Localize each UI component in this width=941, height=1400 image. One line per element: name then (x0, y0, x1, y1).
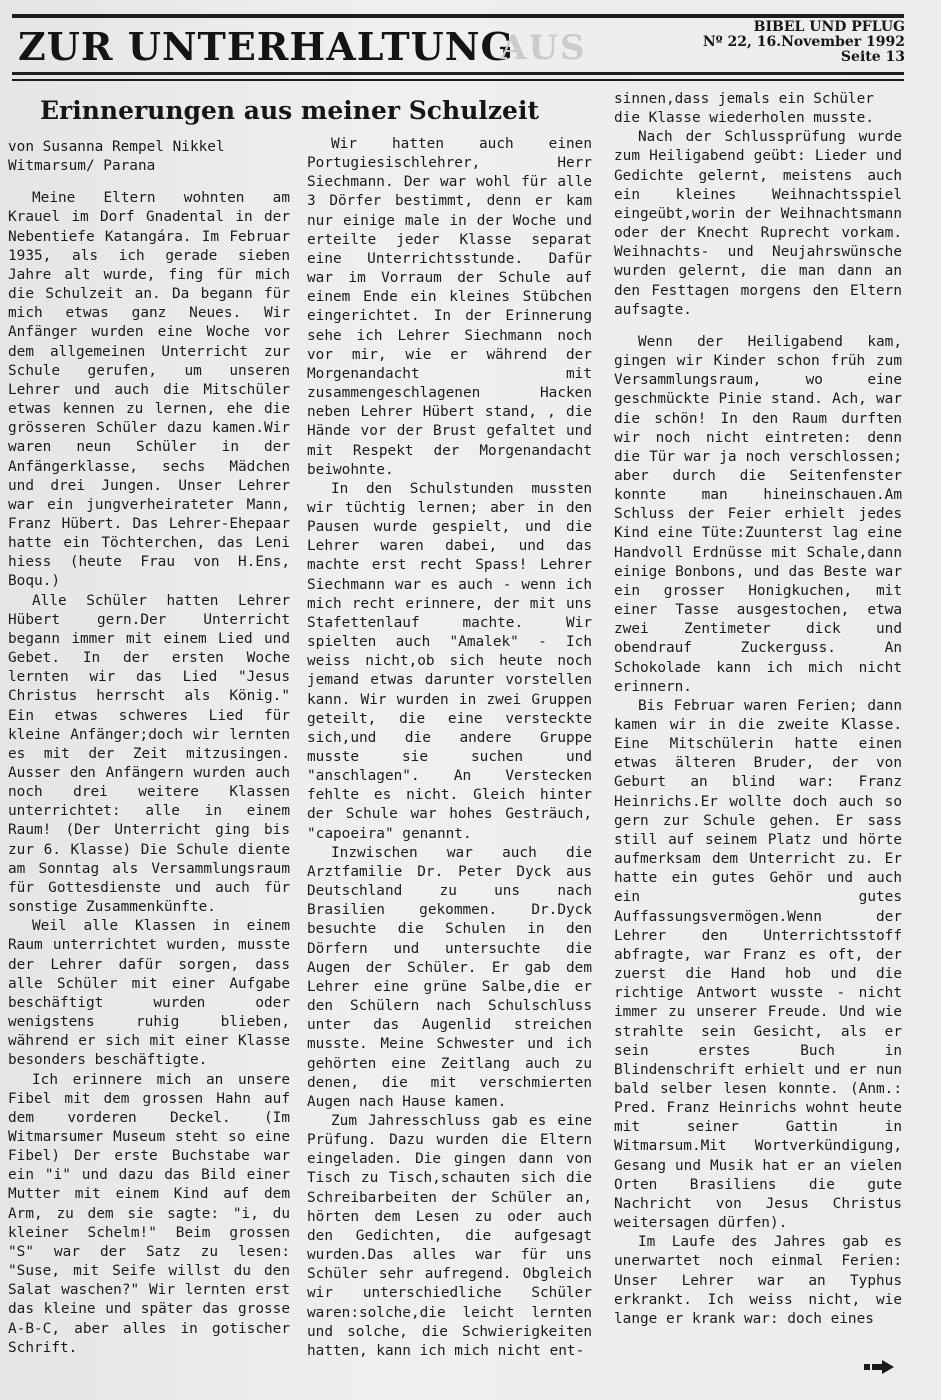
header-rule (12, 72, 904, 75)
page-number: Seite 13 (840, 49, 905, 65)
column-3 (614, 90, 902, 1329)
byline-place: Witmarsum/ Parana (8, 158, 156, 175)
issue-date: Nº 22, 16.November 1992 (702, 34, 905, 50)
paragraph: Ich erinnere mich an unsere Fibel mit dem grossen Hahn auf dem vorderen Deckel. (Im Witmarsumer Museum steht so eine Fibel) Der erste Buchstabe war ein "i" und dazu das Bild einer Mutter mit einem Kind auf dem Arm, zu dem sie sagte: "i, du kleiner Schelm!" Beim grossen "S" war der Satz zu lesen: "Suse, mit Seife willst du den Salat waschen?" Wir lernten erst das kleine und später das grosse A-B-C, aber alles in gotischer Schrift. (8, 1071, 290, 1356)
paragraph: Alle Schüler hatten Lehrer Hübert gern.Der Unterricht begann immer mit einem Lied und Gebet. In der ersten Woche lernten wir das Lied "Jesus Christus herrscht als König." Ein etwas schweres Lied für kleine Anfänger;doch wir lernten es mit der Zeit mitzusingen. Ausser den Anfängern wurden auch noch drei weitere Klassen unterrichtet: alle in einem Raum! (Der Unterricht ging bis zur 6. Klasse) Die Schule diente am Sonntag als Versammlungsraum für Gottesdienste und auch für sonstige Zusammenkünfte. (8, 592, 290, 916)
paragraph: Inzwischen war auch die Arztfamilie Dr. Peter Dyck aus Deutschland zu uns nach Brasilien gekommen. Dr.Dyck besuchte die Schulen in den Dörfern und untersuchte die Augen der Schüler. Er gab dem Lehrer eine grüne Salbe,die er den Schülern nach Schulschluss unter das Augenlid streichen musste. Meine Schwester und ich gehörten eine Zeitlang auch zu denen, die mit verschmierten Augen nach Hause kamen. (307, 844, 592, 1110)
column-2 (307, 135, 592, 1361)
byline: von Susanna Rempel Nikkel (8, 139, 225, 155)
paragraph: Meine Eltern wohnten am Krauel im Dorf Gnadental in der Nebentiefe Katangára. Im Februar 1935, als ich gerade sieben Jahre alt wurde, fing für mich die Schulzeit an. Da begann für mich etwas ganz Neues. Wir Anfänger wurden eine Woche vor dem allgemeinen Unterricht zur Schule gerufen, um unseren Lehrer und auch die Mitschüler etwas kennen zu lernen, ehe die grösseren Schüler dazu kamen.Wir waren neun Schüler in der Anfängerklasse, sechs Mädchen und drei Jungen. Unser Lehrer war ein jungverheirateter Mann, Franz Hübert. Das Lehrer-Ehepaar hatte ein Töchterchen, das Leni hiess (heute Frau von H.Ens, Boqu.) (8, 190, 290, 590)
top-rule (12, 14, 904, 18)
paragraph: Wenn der Heiligabend kam, gingen wir Kinder schon früh zum Versammlungsraum, wo eine geschmückte Pinie stand. Ach, war die schön! In den Raum durften wir noch nicht eintreten: denn die Tür war ja noch verschlossen; aber durch die Seitenfenster konnte man hineinschauen.Am Schluss der Feier erhielt jedes Kind eine Tüte:Zuunterst lag eine Handvoll Erdnüsse mit Schale,dann einige Bonbons, und das Beste war ein grosser Honigkuchen, mit einer Tasse ausgestochen, etwa zwei Zentimeter dick und obendrauf Zuckerguss. An Schokolade kann ich mich nicht erinnern. (614, 333, 902, 695)
section-title: ZUR UNTERHALTUNG (18, 24, 514, 69)
column-1 (8, 138, 290, 1358)
paragraph: Bis Februar waren Ferien; dann kamen wir in die zweite Klasse. Eine Mitschülerin hatte einen etwas älteren Bruder, der von Geburt an blind war: Franz Heinrichs.Er wollte doch auch so gern zur Schule gehen. Er sass still auf seinem Platz und hörte aufmerksam dem Unterricht zu. Er hatte ein gutes Gehör und auch ein gutes Auffassungsvermögen.Wenn der Lehrer den Unterrichtsstoff abfragte, war Franz es oft, der zuerst die Hand hob und die richtige Antwort wusste - nicht immer zu unserer Freude. Und wie strahlte sein Gesicht, als er sein erstes Buch in Blindenschrift erhielt und er nun bald selber lesen konnte. (Anm.: Pred. Franz Heinrichs wohnt heute mit seiner Gattin in Witmarsum.Mit Wortverkündigung, Gesang und Musik hat er an vielen Orten Brasiliens die gute Nachricht von Jesus Christus weitersagen dürfen). (614, 697, 902, 1232)
masthead (703, 20, 905, 65)
bleed-through-text: AUS (500, 28, 587, 68)
article-headline: Erinnerungen aus meiner Schulzeit (40, 96, 540, 125)
header-rule-thin (12, 79, 904, 81)
paragraph: In den Schulstunden mussten wir tüchtig lernen; aber in den Pausen wurde gespielt, und die Lehrer waren dabei, und das machte erst recht Spass! Lehrer Siechmann war es auch - wenn ich mich recht erinnere, der mit uns Stafettenlauf machte. Wir spielten auch "Amalek" - Ich weiss nicht,ob sich heute noch jemand etwas darunter vorstellen kann. Wir wurden in zwei Gruppen geteilt, die eine versteckte sich,und die andere Gruppe musste sie suchen und "anschlagen". An Verstecken fehlte es nicht. Gleich hinter der Schule war hohes Gesträuch, "capoeira" genannt. (307, 480, 592, 842)
paragraph: Zum Jahresschluss gab es eine Prüfung. Dazu wurden die Eltern eingeladen. Die gingen dann von Tisch zu Tisch,schauten sich die Schreibarbeiten der Schüler an, hörten dem Lesen zu oder auch den Gedichten, die aufgesagt wurden.Das alles war für uns Schüler sehr aufregend. Obgleich wir unterschiedliche Schüler waren:solche,die leicht lernten und solche, die Schwierigkeiten hatten, kann ich mich nicht ent- (307, 1112, 592, 1359)
paragraph: Nach der Schlussprüfung wurde zum Heiligabend geübt: Lieder und Gedichte gelernt, meistens auch ein kleines Weihnachtsspiel eingeübt,worin der Weihnachtsmann oder der Knecht Ruprecht vorkam. Weihnachts- und Neujahrswünsche wurden gelernt, die man dann an den Festtagen morgens den Eltern aufsagte. (614, 129, 902, 318)
paragraph: sinnen,dass jemals ein Schüler die Klasse wiederholen musste. (614, 91, 874, 127)
paragraph: Wir hatten auch einen Portugiesischlehrer, Herr Siechmann. Der war wohl für alle 3 Dörfer bestimmt, denn er kam nur einige male in der Woche und erteilte jeder Klasse separat eine Unterrichtsstunde. Dafür war im Vorraum der Schule auf einem Ende ein kleines Stübchen eingerichtet. In der Erinnerung sehe ich Lehrer Siechmann noch vor mir, wie er während der Morgenandacht mit zusammengeschlagenen Hacken neben Lehrer Hübert stand, , die Hände vor der Brust gefaltet und mit Respekt der Morgenandacht beiwohnte. (307, 136, 592, 478)
arrow-right-icon (864, 1360, 894, 1374)
paragraph: Weil alle Klassen in einem Raum unterrichtet wurden, musste der Lehrer dafür sorgen, dass alle Schüler mit einer Aufgabe beschäftigt wurden oder wenigstens ruhig blieben, während er sich mit einer Klasse besonders beschäftigte. (8, 918, 290, 1069)
publication-name: BIBEL UND PFLUG (753, 19, 905, 35)
paragraph: Im Laufe des Jahres gab es unerwartet noch einmal Ferien: Unser Lehrer war an Typhus erkrankt. Ich weiss nicht, wie lange er krank war: doch eines (614, 1234, 902, 1327)
